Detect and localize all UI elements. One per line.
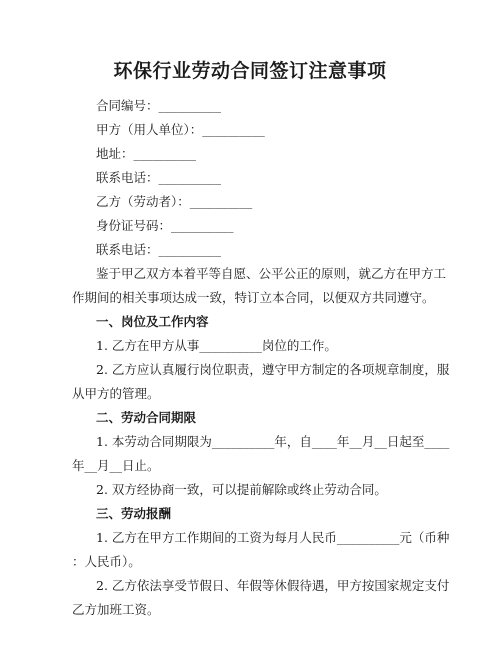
intro-paragraph-line: 鉴于甲乙双方本着平等自愿、公平公正的原则，就乙方在甲方工 (96, 266, 447, 281)
field-id-number: 身份证号码：__________ (96, 218, 234, 233)
field-party-b: 乙方（劳动者）：__________ (96, 194, 253, 209)
section-heading: 一、岗位及工作内容 (96, 314, 209, 329)
field-party-a: 甲方（用人单位）：__________ (96, 122, 265, 137)
clause-line: 2. 乙方依法享受节假日、年假等休假待遇，甲方按国家规定支付 (96, 578, 450, 593)
field-address: 地址：__________ (96, 146, 197, 161)
intro-paragraph-line: 作期间的相关事项达成一致，特订立本合同，以便双方共同遵守。 (72, 290, 435, 305)
clause-line: 年__月__日止。 (72, 458, 160, 473)
clause-line: 1. 乙方在甲方从事__________岗位的工作。 (96, 338, 337, 353)
clause-line: ：人民币）。 (72, 554, 141, 569)
clause-line: 从甲方的管理。 (72, 386, 160, 401)
clause-line: 2. 双方经协商一致，可以提前解除或终止劳动合同。 (96, 482, 387, 497)
clause-line: 1. 本劳动合同期限为__________年，自____年__月__日起至____ (96, 434, 450, 449)
section-heading: 二、劳动合同期限 (96, 410, 197, 425)
field-phone-b: 联系电话：__________ (96, 242, 222, 257)
clause-line: 1. 乙方在甲方工作期间的工资为每月人民币__________元（币种 (96, 530, 450, 545)
section-heading: 三、劳动报酬 (96, 506, 172, 521)
clause-line: 乙方加班工资。 (72, 602, 160, 617)
clause-line: 2. 乙方应认真履行岗位职责，遵守甲方制定的各项规章制度，服 (96, 362, 450, 377)
page-title: 环保行业劳动合同签订注意事项 (113, 60, 387, 82)
field-phone-a: 联系电话：__________ (96, 170, 222, 185)
field-contract-number: 合同编号：__________ (96, 98, 222, 113)
